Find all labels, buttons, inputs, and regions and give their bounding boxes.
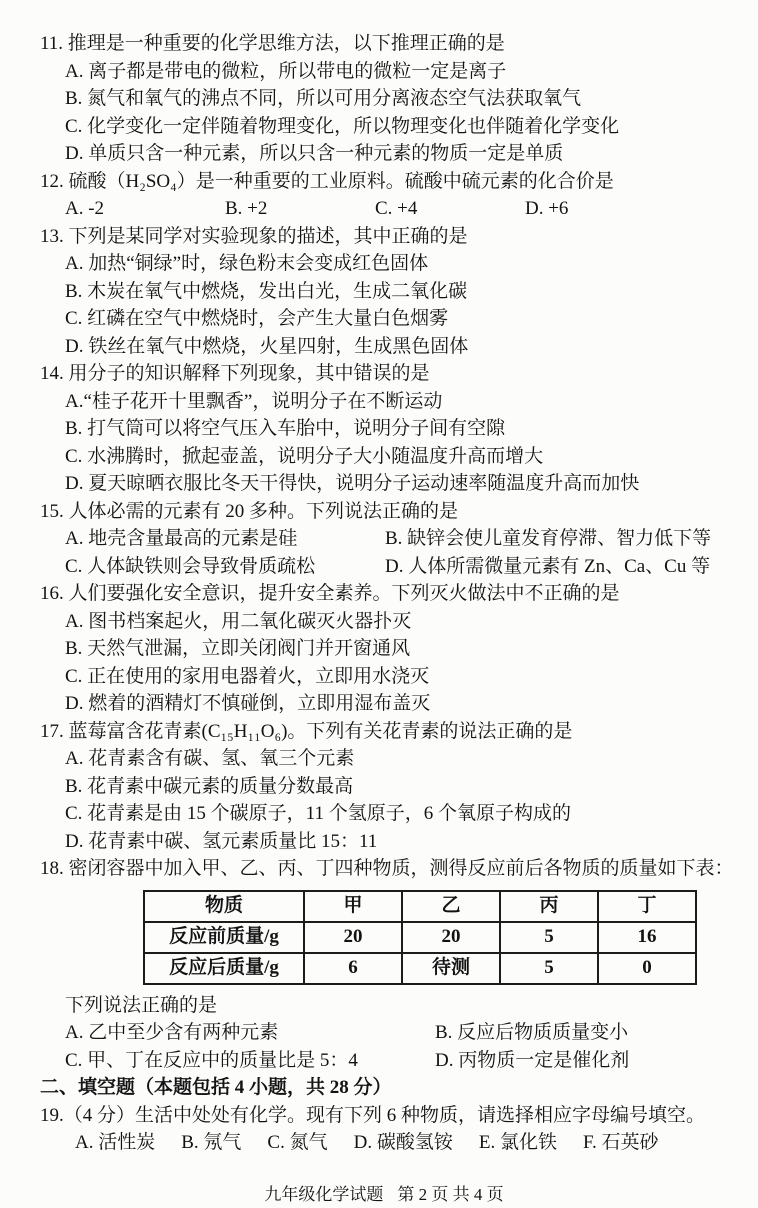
question-17-option-d: D. 花青素中碳、氢元素质量比 15：11 bbox=[40, 828, 728, 856]
table-cell: 20 bbox=[304, 922, 402, 953]
question-16-option-b: B. 天然气泄漏，立即关闭阀门并开窗通风 bbox=[40, 635, 728, 663]
mass-table-row-before bbox=[144, 922, 696, 953]
table-cell: 16 bbox=[598, 922, 696, 953]
question-12 bbox=[40, 168, 728, 223]
question-17-option-a: A. 花青素含有碳、氢、氧三个元素 bbox=[40, 745, 728, 773]
substance-e: E. 氯化铁 bbox=[479, 1129, 557, 1157]
question-13-option-c: C. 红磷在空气中燃烧时，会产生大量白色烟雾 bbox=[40, 305, 728, 333]
table-header-bing: 丙 bbox=[500, 891, 598, 922]
table-cell: 5 bbox=[500, 953, 598, 984]
table-cell: 6 bbox=[304, 953, 402, 984]
question-14-option-a: A.“桂子花开十里飘香”，说明分子在不断运动 bbox=[40, 388, 728, 416]
mass-table bbox=[143, 890, 697, 985]
question-16-stem: 16. 人们要强化安全意识，提升安全素养。下列灭火做法中不正确的是 bbox=[40, 580, 728, 608]
question-15-option-b: B. 缺锌会使儿童发育停滞、智力低下等 bbox=[385, 525, 711, 553]
footer-page-info: 第 2 页 共 4 页 bbox=[397, 1185, 503, 1204]
question-14-option-c: C. 水沸腾时，掀起壶盖，说明分子大小随温度升高而增大 bbox=[40, 443, 728, 471]
table-cell: 20 bbox=[402, 922, 500, 953]
question-18-stem: 18. 密闭容器中加入甲、乙、丙、丁四种物质，测得反应前后各物质的质量如下表： bbox=[40, 855, 728, 883]
table-header-ding: 丁 bbox=[598, 891, 696, 922]
question-13-option-a: A. 加热“铜绿”时，绿色粉末会变成红色固体 bbox=[40, 250, 728, 278]
substance-c: C. 氮气 bbox=[267, 1129, 327, 1157]
question-11-stem: 11. 推理是一种重要的化学思维方法，以下推理正确的是 bbox=[40, 30, 728, 58]
question-19-stem: 19.（4 分）生活中处处有化学。现有下列 6 种物质，请选择相应字母编号填空。 bbox=[40, 1102, 728, 1130]
question-12-option-c: C. +4 bbox=[375, 195, 525, 223]
mass-table-header-row bbox=[144, 891, 696, 922]
question-15-stem: 15. 人体必需的元素有 20 多种。下列说法正确的是 bbox=[40, 498, 728, 526]
question-18-options-row-2 bbox=[40, 1047, 728, 1075]
question-16 bbox=[40, 580, 728, 718]
question-11-option-d: D. 单质只含一种元素，所以只含一种元素的物质一定是单质 bbox=[40, 140, 728, 168]
question-15-option-d: D. 人体所需微量元素有 Zn、Ca、Cu 等 bbox=[385, 553, 710, 581]
question-18 bbox=[40, 855, 728, 1074]
question-13 bbox=[40, 223, 728, 361]
question-15-options-row-1 bbox=[40, 525, 728, 553]
footer-doc-title: 九年级化学试题 bbox=[264, 1185, 383, 1204]
question-16-option-d: D. 燃着的酒精灯不慎碰倒，立即用湿布盖灭 bbox=[40, 690, 728, 718]
question-16-option-a: A. 图书档案起火，用二氧化碳灭火器扑灭 bbox=[40, 608, 728, 636]
question-17-option-b: B. 花青素中碳元素的质量分数最高 bbox=[40, 773, 728, 801]
question-11-option-c: C. 化学变化一定伴随着物理变化，所以物理变化也伴随着化学变化 bbox=[40, 113, 728, 141]
question-15-option-a: A. 地壳含量最高的元素是硅 bbox=[65, 525, 385, 553]
substance-f: F. 石英砂 bbox=[583, 1129, 659, 1157]
mass-table-row-after bbox=[144, 953, 696, 984]
question-11-option-a: A. 离子都是带电的微粒，所以带电的微粒一定是离子 bbox=[40, 58, 728, 86]
table-header-jia: 甲 bbox=[304, 891, 402, 922]
question-18-option-b: B. 反应后物质质量变小 bbox=[435, 1019, 628, 1047]
question-18-option-d: D. 丙物质一定是催化剂 bbox=[435, 1047, 629, 1075]
substance-a: A. 活性炭 bbox=[75, 1129, 155, 1157]
question-15 bbox=[40, 498, 728, 581]
question-14-stem: 14. 用分子的知识解释下列现象，其中错误的是 bbox=[40, 360, 728, 388]
question-12-stem: 12. 硫酸（H₂SO₄）是一种重要的工业原料。硫酸中硫元素的化合价是 bbox=[40, 168, 728, 196]
question-11 bbox=[40, 30, 728, 168]
question-17 bbox=[40, 718, 728, 856]
question-14 bbox=[40, 360, 728, 498]
table-header-substance: 物质 bbox=[144, 891, 304, 922]
table-cell: 5 bbox=[500, 922, 598, 953]
question-14-option-d: D. 夏天晾晒衣服比冬天干得快，说明分子运动速率随温度升高而加快 bbox=[40, 470, 728, 498]
question-12-option-b: B. +2 bbox=[225, 195, 375, 223]
question-18-options-row-1 bbox=[40, 1019, 728, 1047]
substance-b: B. 氖气 bbox=[181, 1129, 241, 1157]
table-cell: 0 bbox=[598, 953, 696, 984]
section-2-header: 二、填空题（本题包括 4 小题，共 28 分） bbox=[40, 1074, 728, 1102]
question-11-option-b: B. 氮气和氧气的沸点不同，所以可用分离液态空气法获取氧气 bbox=[40, 85, 728, 113]
substance-d: D. 碳酸氢铵 bbox=[354, 1129, 453, 1157]
question-13-option-d: D. 铁丝在氧气中燃烧，火星四射，生成黑色固体 bbox=[40, 333, 728, 361]
question-12-options bbox=[40, 195, 728, 223]
table-cell: 待测 bbox=[402, 953, 500, 984]
question-18-option-a: A. 乙中至少含有两种元素 bbox=[65, 1019, 435, 1047]
question-19-substances bbox=[40, 1129, 728, 1157]
question-16-option-c: C. 正在使用的家用电器着火，立即用水浇灭 bbox=[40, 663, 728, 691]
question-17-option-c: C. 花青素是由 15 个碳原子，11 个氢原子，6 个氧原子构成的 bbox=[40, 800, 728, 828]
question-15-options-row-2 bbox=[40, 553, 728, 581]
question-17-stem: 17. 蓝莓富含花青素(C₁₅H₁₁O₆)。下列有关花青素的说法正确的是 bbox=[40, 718, 728, 746]
question-12-option-a: A. -2 bbox=[65, 195, 225, 223]
question-19 bbox=[40, 1102, 728, 1157]
question-13-stem: 13. 下列是某同学对实验现象的描述，其中正确的是 bbox=[40, 223, 728, 251]
page-footer bbox=[40, 1181, 728, 1208]
question-18-post-stem: 下列说法正确的是 bbox=[40, 992, 728, 1020]
table-cell: 反应前质量/g bbox=[144, 922, 304, 953]
question-12-option-d: D. +6 bbox=[525, 195, 568, 223]
question-18-option-c: C. 甲、丁在反应中的质量比是 5：4 bbox=[65, 1047, 435, 1075]
table-cell: 反应后质量/g bbox=[144, 953, 304, 984]
question-14-option-b: B. 打气筒可以将空气压入车胎中，说明分子间有空隙 bbox=[40, 415, 728, 443]
question-15-option-c: C. 人体缺铁则会导致骨质疏松 bbox=[65, 553, 385, 581]
table-header-yi: 乙 bbox=[402, 891, 500, 922]
question-13-option-b: B. 木炭在氧气中燃烧，发出白光，生成二氧化碳 bbox=[40, 278, 728, 306]
